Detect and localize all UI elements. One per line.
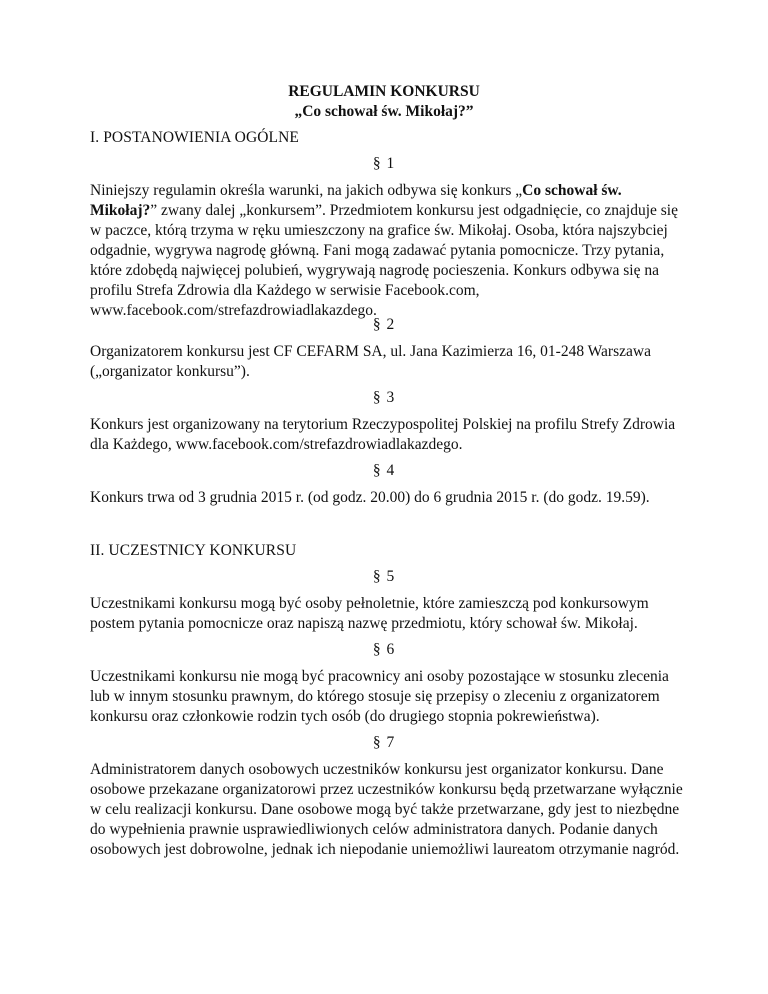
paragraph-mark-7: § 7 [372, 734, 396, 751]
paragraph-mark-6: § 6 [372, 641, 396, 658]
document-title: REGULAMIN KONKURSU [288, 83, 480, 100]
paragraph-mark-1: § 1 [372, 155, 396, 172]
paragraph-5: Uczestnikami konkursu mogą być osoby pełnoletnie, które zamieszczą pod konkursowym postem pytania pomocnicze oraz napiszą nazwę przedmiotu, który schował św. Mikołaj. [90, 595, 649, 632]
paragraph-1-text-start: Niniejszy regulamin określa warunki, na jakich odbywa się konkurs „ [90, 182, 523, 199]
contest-name-bold: Co schował św. Mikołaj? [90, 182, 622, 219]
document-subtitle: „Co schował św. Mikołaj?” [294, 103, 474, 120]
section-heading-participants: II. UCZESTNICY KONKURSU [90, 542, 297, 559]
section-heading-general: I. POSTANOWIENIA OGÓLNE [90, 129, 299, 146]
paragraph-7: Administratorem danych osobowych uczestników konkursu jest organizator konkursu. Dane osobowe przekazane organizatorowi przez uczestników konkursu będą przetwarzane wyłącznie w celu realizacji konkursu. Dane osobowe mogą być także przetwarzane, gdy jest to niezbędne do wypełnienia prawnie usprawiedliwionych celów administratora danych. Podanie danych osobowych jest dobrowolne, jednak ich niepodanie uniemożliwi laureatom otrzymanie nagród. [90, 761, 683, 858]
paragraph-2: Organizatorem konkursu jest CF CEFARM SA, ul. Jana Kazimierza 16, 01-248 Warszawa („organizator konkursu”). [90, 343, 651, 380]
paragraph-3: Konkurs jest organizowany na terytorium Rzeczypospolitej Polskiej na profilu Strefy Zdrowia dla Każdego, www.facebook.com/strefazdrowiadlakazdego. [90, 416, 676, 453]
paragraph-1 [90, 181, 690, 321]
paragraph-mark-2: § 2 [372, 316, 396, 333]
paragraph-1-text-end: ” zwany dalej „konkursem”. Przedmiotem konkursu jest odgadnięcie, co znajduje się w paczce, którą trzyma w ręku umieszczony na grafice św. Mikołaj. Osoba, która najszybciej odgadnie, wygrywa nagrodę główną. Fani mogą zadawać pytania pomocnicze. Trzy pytania, które zdobędą najwięcej polubień, wygrywają nagrodę pocieszenia. Konkurs odbywa się na profilu Strefa Zdrowia dla Każdego w serwisie Facebook.com, www.facebook.com/strefazdrowiadlakazdego. [90, 202, 678, 319]
paragraph-6: Uczestnikami konkursu nie mogą być pracownicy ani osoby pozostające w stosunku zlecenia lub w innym stosunku prawnym, do którego stosuje się przepisy o zleceniu z organizatorem konkursu oraz członkowie rodzin tych osób (do drugiego stopnia pokrewieństwa). [90, 668, 669, 725]
paragraph-mark-4: § 4 [372, 462, 396, 479]
paragraph-mark-5: § 5 [372, 568, 396, 585]
paragraph-mark-3: § 3 [372, 389, 396, 406]
paragraph-4: Konkurs trwa od 3 grudnia 2015 r. (od godz. 20.00) do 6 grudnia 2015 r. (do godz. 19.59). [90, 489, 650, 506]
